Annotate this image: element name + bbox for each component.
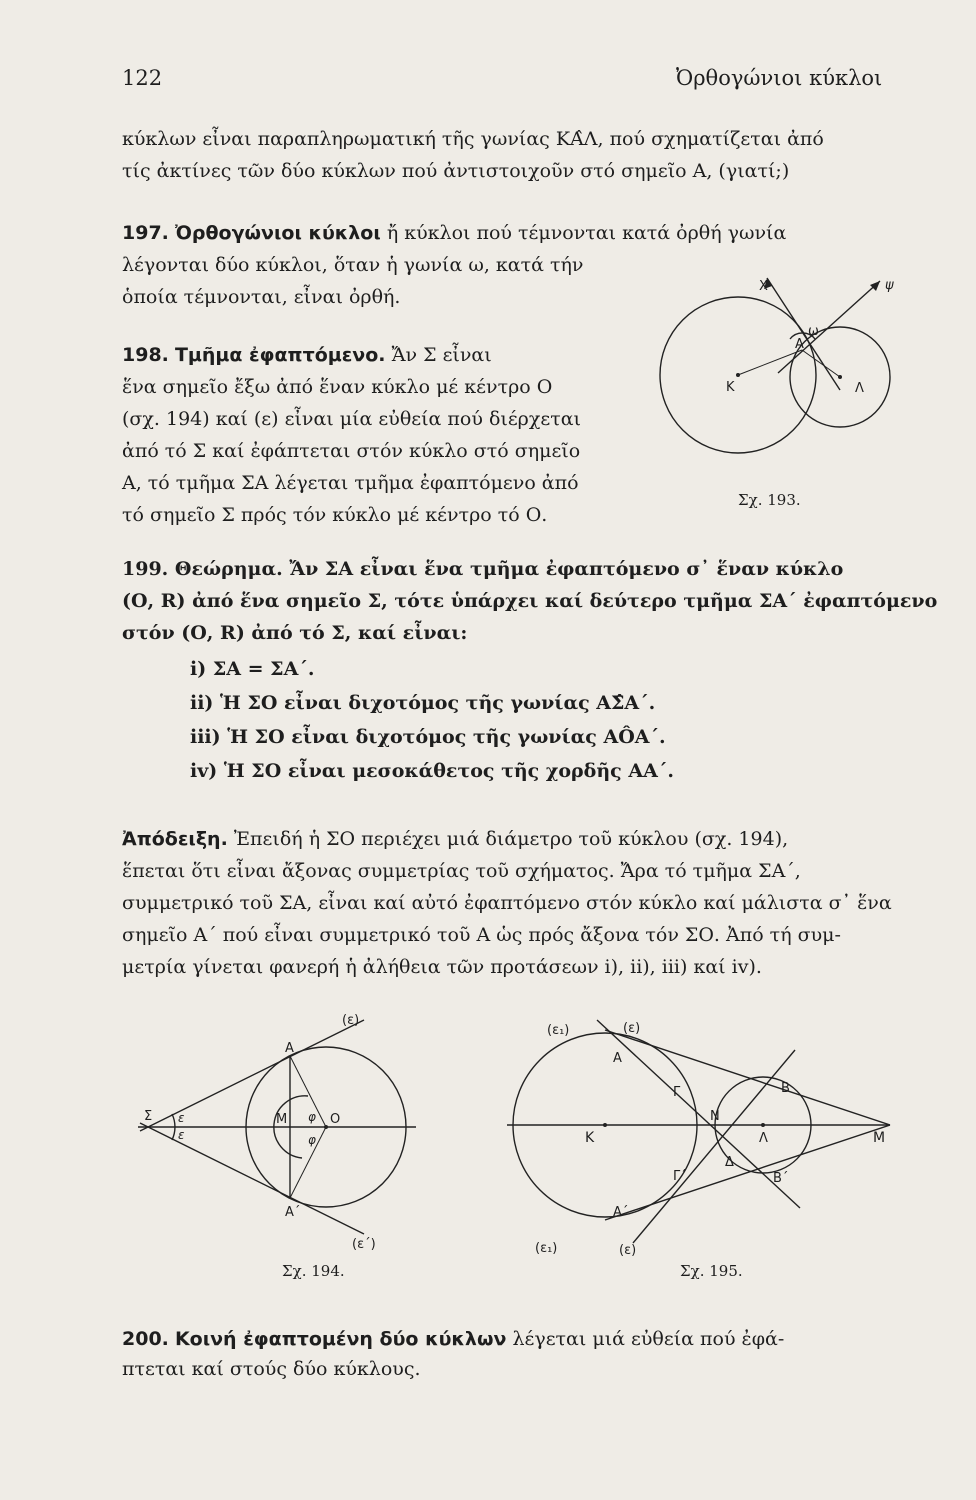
label-b-prime: Β΄	[773, 1171, 789, 1186]
center-k	[603, 1123, 607, 1127]
section-number: 200.	[122, 1328, 169, 1350]
proof-line-2: ἕπεται ὅτι εἶναι ἄξονας συμμετρίας τοῦ σχήματος. Ἄρα τό τμῆμα ΣΑ΄,	[122, 860, 801, 882]
section-197-line-1	[122, 220, 786, 246]
label-a: Α	[285, 1041, 294, 1056]
label-e-bottom: (ε)	[619, 1243, 637, 1258]
section-number: 198.	[122, 344, 169, 366]
section-197-line-2: λέγονται δύο κύκλοι, ὅταν ἡ γωνία ω, κατά τήν	[122, 254, 584, 276]
proof-title: Ἀπόδειξη.	[122, 828, 228, 850]
tangent-e-prime	[140, 1123, 364, 1234]
section-199-line-2: (Ο, R) ἀπό ἕνα σημεῖο Σ, τότε ὑπάρχει καί δεύτερο τμῆμα ΣΑ΄ ἐφαπτόμενο	[122, 590, 938, 612]
running-title: Ὀρθογώνιοι κύκλοι	[676, 66, 883, 90]
proof-line-3: συμμετρικό τοῦ ΣΑ, εἶναι καί αὐτό ἐφαπτόμενο στόν κύκλο καί μάλιστα σ᾽ ἕνα	[122, 892, 892, 914]
proof-line-4: σημεῖο Α΄ πού εἶναι συμμετρικό τοῦ Α ὡς πρός ἄξονα τόν ΣΟ. Ἀπό τή συμ-	[122, 924, 841, 946]
section-198-line-1	[122, 342, 492, 368]
label-x: Χ	[759, 279, 768, 294]
figure-193-caption: Σχ. 193.	[738, 491, 801, 509]
section-number: 197.	[122, 222, 169, 244]
label-e1-bottom: (ε₁)	[535, 1241, 558, 1256]
section-text: Ἄν Σ εἶναι	[391, 344, 492, 366]
section-198-line-2: ἕνα σημεῖο ἔξω ἀπό ἕναν κύκλο μέ κέντρο Ο	[122, 376, 553, 398]
figure-195-caption: Σχ. 195.	[680, 1262, 743, 1280]
theorem-item-4: iv) Ἡ ΣΟ εἶναι μεσοκάθετος τῆς χορδῆς ΑΑ΄.	[190, 760, 674, 782]
label-m: Μ	[276, 1112, 288, 1127]
theorem-item-2: ii) Ἡ ΣΟ εἶναι διχοτόμος τῆς γωνίας ΑΣ̂Α΄.	[190, 692, 656, 714]
figure-194	[130, 1008, 430, 1258]
tangent-line-x	[767, 278, 840, 390]
label-b: Β	[781, 1081, 790, 1096]
label-e-top: (ε)	[623, 1021, 641, 1036]
proof-line-5: μετρία γίνεται φανερή ἡ ἀλήθεια τῶν προτάσεων i), ii), iii) καί iv).	[122, 956, 762, 978]
label-o: Ο	[330, 1112, 341, 1127]
label-e: (ε)	[342, 1013, 360, 1028]
section-199-line-1	[122, 556, 843, 582]
tangent-line-psi	[778, 281, 880, 373]
center-l	[838, 375, 842, 379]
label-sigma: Σ	[144, 1109, 153, 1124]
section-198-line-6: τό σημεῖο Σ πρός τόν κύκλο μέ κέντρο τό Ο.	[122, 504, 548, 526]
label-e1: (ε₁)	[547, 1023, 570, 1038]
intro-line-2: τίς ἀκτίνες τῶν δύο κύκλων πού ἀντιστοιχοῦν στό σημεῖο Α, (γιατί;)	[122, 160, 790, 182]
label-m: Μ	[873, 1130, 886, 1146]
label-l: Λ	[759, 1131, 768, 1146]
label-g-prime: Γ΄	[673, 1169, 687, 1184]
section-title: Θεώρημα.	[174, 558, 283, 580]
section-197-line-3: ὁποία τέμνονται, εἶναι ὀρθή.	[122, 286, 401, 308]
label-g: Γ	[673, 1085, 681, 1100]
section-title: Κοινή ἐφαπτομένη δύο κύκλων	[174, 1328, 507, 1350]
label-k: Κ	[585, 1130, 595, 1146]
label-d: Δ	[725, 1155, 734, 1170]
section-text: ἤ κύκλοι πού τέμνονται κατά ὀρθή γωνία	[386, 222, 787, 244]
section-text: λέγεται μιά εὐθεία πού ἐφά-	[512, 1328, 785, 1350]
label-omega: ω	[808, 324, 819, 339]
center-o	[324, 1125, 328, 1129]
label-a-prime: Α΄	[613, 1205, 629, 1220]
external-tangent-bottom	[605, 1125, 890, 1220]
label-eps-bottom: ε	[178, 1128, 185, 1142]
figure-193	[640, 255, 930, 515]
proof-text: Ἐπειδή ἡ ΣΟ περιέχει μιά διάμετρο τοῦ κύκλου (σχ. 194),	[233, 828, 789, 850]
label-l: Λ	[855, 381, 864, 396]
center-l	[761, 1123, 765, 1127]
section-198-line-5: Α, τό τμῆμα ΣΑ λέγεται τμῆμα ἐφαπτόμενο ἀπό	[122, 472, 579, 494]
section-198-line-3: (σχ. 194) καί (ε) εἶναι μία εὐθεία πού διέρχεται	[122, 408, 581, 430]
section-title: Ὀρθογώνιοι κύκλοι	[174, 222, 381, 244]
theorem-item-3: iii) Ἡ ΣΟ εἶναι διχοτόμος τῆς γωνίας ΑÔΑ΄.	[190, 726, 666, 748]
label-a: Α	[795, 337, 804, 352]
section-198-line-4: ἀπό τό Σ καί ἐφάπτεται στόν κύκλο στό σημεῖο	[122, 440, 581, 462]
proof-line-1	[122, 826, 788, 852]
theorem-item-1: i) ΣΑ = ΣΑ΄.	[190, 658, 315, 680]
center-k	[736, 373, 740, 377]
label-phi-top: φ	[308, 1110, 316, 1124]
figure-195	[505, 1008, 905, 1263]
internal-tangent-e	[633, 1050, 795, 1243]
label-psi: ψ	[885, 278, 894, 293]
label-a-prime: Α΄	[285, 1205, 301, 1220]
label-k: Κ	[726, 380, 735, 395]
label-e-prime: (ε΄)	[352, 1237, 376, 1252]
label-eps-top: ε	[178, 1111, 185, 1125]
section-number: 199.	[122, 558, 169, 580]
external-tangent-top	[605, 1030, 890, 1125]
section-200-line-2: πτεται καί στούς δύο κύκλους.	[122, 1358, 421, 1380]
page-number: 122	[122, 66, 163, 90]
label-phi-bottom: φ	[308, 1133, 316, 1147]
radius-la	[802, 350, 840, 377]
section-text: Ἄν ΣΑ εἶναι ἕνα τμῆμα ἐφαπτόμενο σ᾽ ἕναν κύκλο	[289, 558, 844, 580]
section-199-line-3: στόν (Ο, R) ἀπό τό Σ, καί εἶναι:	[122, 622, 468, 644]
section-title: Τμῆμα ἐφαπτόμενο.	[174, 344, 386, 366]
label-n: Ν	[710, 1109, 720, 1124]
intro-line-1: κύκλων εἶναι παραπληρωματική τῆς γωνίας ΚΑ̂Λ, πού σχηματίζεται ἀπό	[122, 128, 824, 150]
section-200-line-1	[122, 1326, 784, 1352]
figure-194-caption: Σχ. 194.	[282, 1262, 345, 1280]
internal-tangent-e1	[597, 1020, 800, 1208]
label-a: Α	[613, 1051, 622, 1066]
